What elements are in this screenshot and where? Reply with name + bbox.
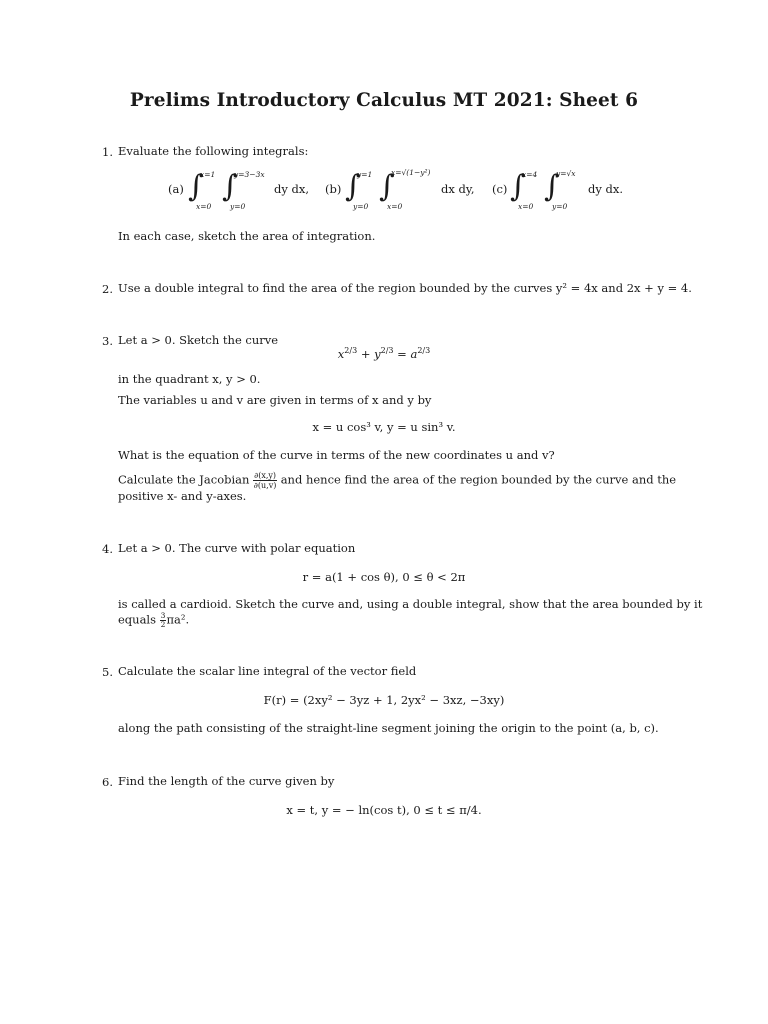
question-3-line6: positive x- and y-axes. [118,489,247,503]
integral-b-differential: dx dy, [441,182,475,196]
question-5-line1: Calculate the scalar line integral of the vector field [118,664,417,678]
integral-b-outer-lower: y=0 [353,202,369,211]
question-4-line3-end: πa². [166,612,190,627]
question-1-intro: Evaluate the following integrals: [118,144,309,158]
integral-c-label: (c) [492,182,508,196]
question-4-line3-start: equals [118,612,157,627]
integral-b-label: (b) [325,182,342,196]
question-3-line3: The variables u and v are given in terms of x and y by [118,393,432,407]
question-4-equation: r = a(1 + cos θ), 0 ≤ θ < 2π [302,570,466,584]
question-4-line1: Let a > 0. The curve with polar equation [118,541,356,555]
question-1-note: In each case, sketch the area of integration. [118,229,376,243]
integral-sign-icon: ∫ [345,169,361,204]
question-3-line2: in the quadrant x, y > 0. [118,372,261,386]
integral-a-differential: dy dx, [274,182,310,196]
jacobian-denominator: ∂(u,v) [253,481,277,490]
question-1-number: 1. [102,145,113,159]
integral-sign-icon: ∫ [510,169,526,204]
integral-sign-icon: ∫ [379,169,395,204]
question-4-line2: is called a cardioid. Sketch the curve and, using a double integral, show that the area bounded by it [118,597,703,611]
question-2-text: Use a double integral to find the area of the region bounded by the curves y² = 4x and 2x + y = 4. [118,281,692,295]
area-fraction-numerator: 3 [160,611,166,620]
integral-a-inner-lower: y=0 [230,202,246,211]
integral-b-outer-upper: y=1 [357,170,373,179]
area-fraction-denominator: 2 [160,620,166,629]
question-3-line5-end: and hence find the area of the region bounded by the curve and the [280,472,677,487]
integral-c-outer-upper: x=4 [522,170,538,179]
integral-b-inner-upper: x=√(1−y²) [391,168,431,177]
question-3-line1: Let a > 0. Sketch the curve [118,333,279,347]
question-4-line3 [118,612,189,629]
integral-b-inner-lower: x=0 [387,202,403,211]
question-6-line1: Find the length of the curve given by [118,774,335,788]
integral-a-outer-upper: x=1 [200,170,216,179]
question-3-line5-start: Calculate the Jacobian [118,472,250,487]
integral-sign-icon: ∫ [222,169,238,204]
question-6-number: 6. [102,775,113,789]
integral-c-inner-lower: y=0 [552,202,568,211]
question-3-equation-astroid: $x^{2/3} + y^{2/3} = a^{2/3}$ [337,346,431,361]
jacobian-numerator: ∂(x,y) [254,471,277,480]
question-5-line2: along the path consisting of the straight-line segment joining the origin to the point (a, b, c). [118,721,659,735]
question-2-number: 2. [102,282,113,296]
integral-sign-icon: ∫ [188,169,204,204]
integral-c-differential: dy dx. [588,182,624,196]
jacobian-fraction [253,471,277,490]
integral-sign-icon: ∫ [544,169,560,204]
question-3-equation-substitution: x = u cos³ v, y = u sin³ v. [312,420,456,434]
question-5-number: 5. [102,665,113,679]
question-3-line5 [118,471,678,490]
integral-a-label: (a) [168,182,184,196]
integral-a-outer-lower: x=0 [196,202,212,211]
integral-a-inner-upper: y=3−3x [234,170,265,179]
integral-c-inner-upper: y=√x [556,169,576,178]
question-3-number: 3. [102,334,113,348]
question-6-equation: x = t, y = − ln(cos t), 0 ≤ t ≤ π/4. [286,803,482,817]
question-3-line4: What is the equation of the curve in terms of the new coordinates u and v? [118,448,555,462]
integral-c-outer-lower: x=0 [518,202,534,211]
sheet-title: Prelims Introductory Calculus MT 2021: Sheet 6 [129,90,639,111]
question-4-number: 4. [102,542,113,556]
question-5-equation: F(r) = (2xy² − 3yz + 1, 2yx² − 3xz, −3xy) [263,693,505,707]
